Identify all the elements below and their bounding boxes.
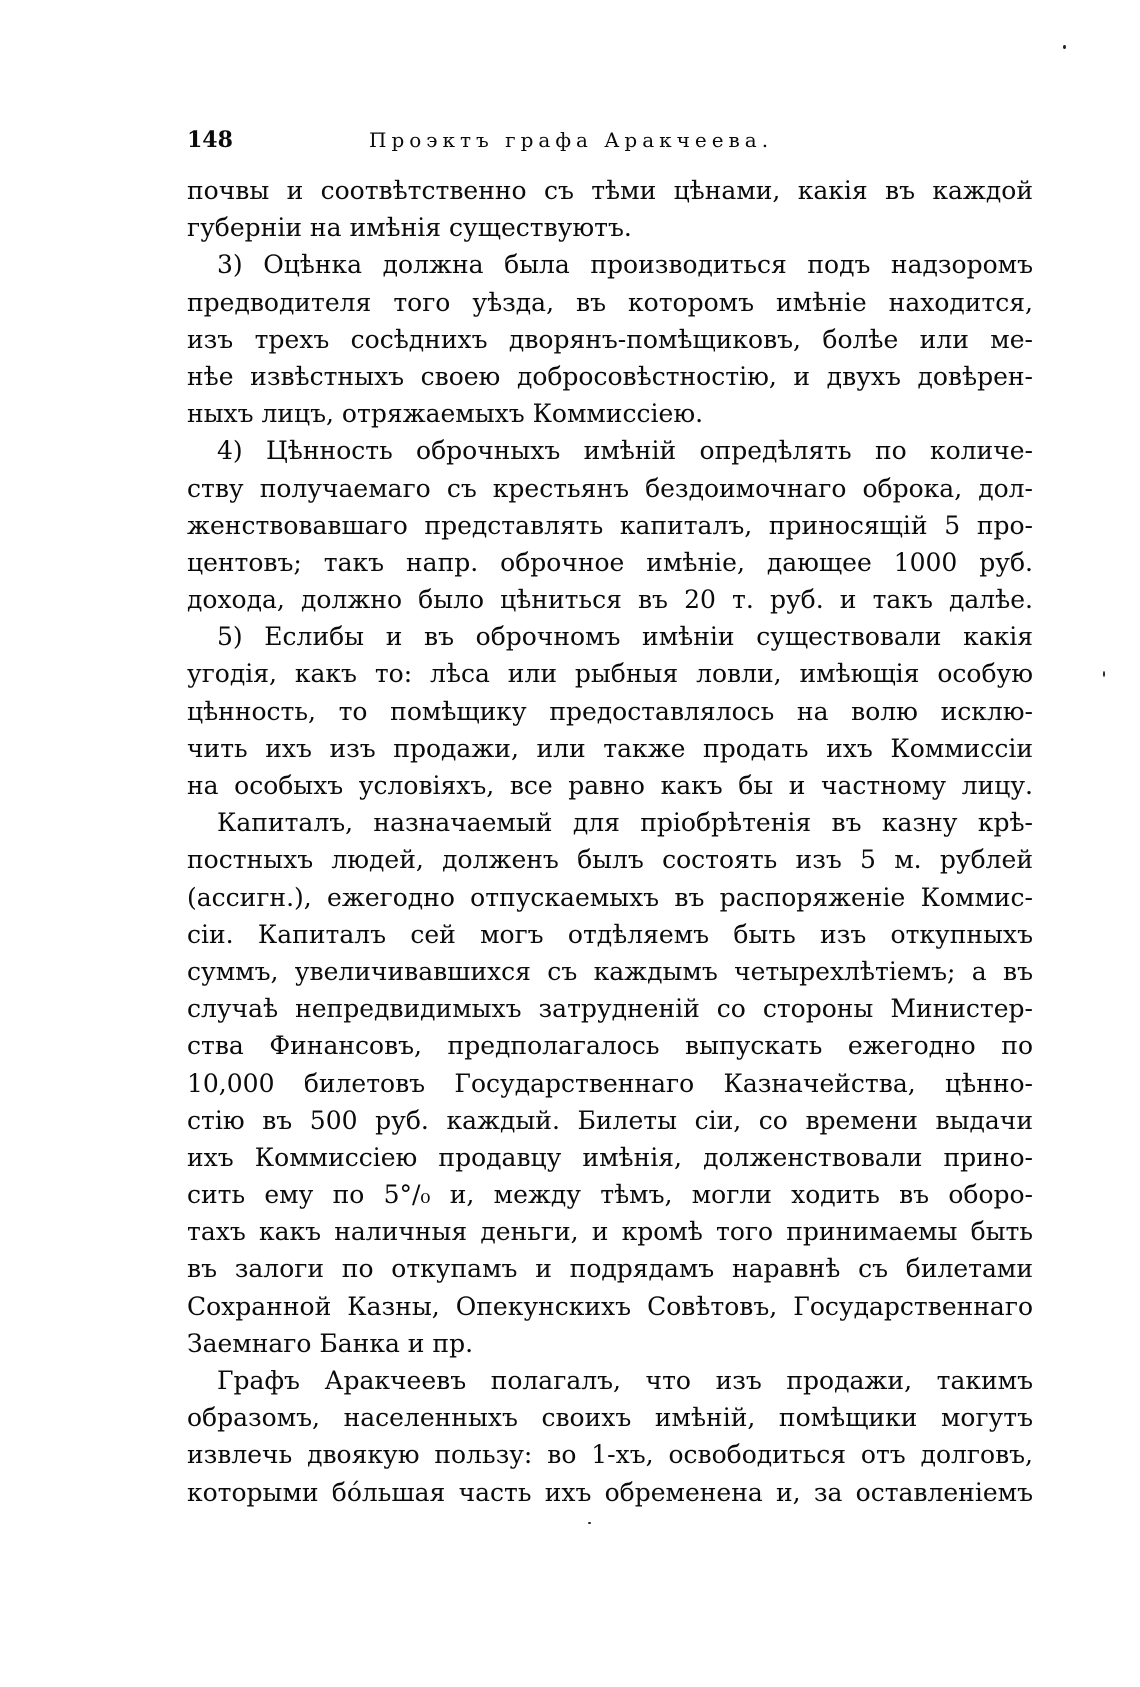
text-line: угодія, какъ то: лѣса или рыбныя ловли, имѣющія особую [187,659,1033,689]
text-line: ихъ Коммиссіею продавцу имѣнія, долженствовали прино- [187,1142,1033,1172]
text-line: сить ему по 5°/₀ и, между тѣмъ, могли ходить въ оборо- [187,1180,1033,1210]
text-line: центовъ; такъ напр. оброчное имѣніе, дающее 1000 руб. [187,547,1033,577]
paper-speck [1103,671,1105,677]
paragraph-start-line: Графъ Аракчеевъ полагалъ, что изъ продажи, такимъ [217,1366,1033,1395]
text-line: которыми бóльшая часть ихъ обременена и, за оставленіемъ [187,1477,1033,1507]
paper-speck [1063,45,1066,49]
page-number: 148 [187,127,233,153]
text-line: почвы и соотвѣтственно съ тѣми цѣнами, какія въ каждой [187,176,1033,205]
text-line: губерніи на имѣнія существуютъ. [187,213,632,243]
text-line: суммъ, увеличивавшихся съ каждымъ четырехлѣтіемъ; а въ [187,956,1033,986]
text-line: ныхъ лицъ, отряжаемыхъ Коммиссіею. [187,399,704,429]
text-line: въ залоги по откупамъ и подрядамъ наравнѣ съ билетами [187,1254,1033,1284]
text-line: 10,000 билетовъ Государственнаго Казначейства, цѣнно- [187,1068,1033,1098]
page-header [187,122,1033,158]
text-line: ству получаемаго съ крестьянъ бездоимочнаго оброка, дол- [187,473,1033,503]
text-line: постныхъ людей, долженъ былъ состоять изъ 5 м. рублей [187,845,1033,875]
text-line: дохода, должно было цѣниться въ 20 т. руб. и такъ далѣе. [187,585,1033,615]
text-line: (ассигн.), ежегодно отпускаемыхъ въ распоряженіе Коммис- [187,882,1033,912]
text-line: женствовавшаго представлять капиталъ, приносящій 5 про- [187,510,1033,540]
paper-speck [588,1522,591,1524]
text-line: изъ трехъ сосѣднихъ дворянъ-помѣщиковъ, болѣе или ме- [187,324,1033,354]
text-line: предводителя того уѣзда, въ которомъ имѣніе находится, [187,287,1033,317]
paragraph-start-line: 3) Оцѣнка должна была производиться подъ надзоромъ [217,250,1033,280]
text-line: стію въ 500 руб. каждый. Билеты сіи, со времени выдачи [187,1105,1033,1135]
text-line: случаѣ непредвидимыхъ затрудненій со стороны Министер- [187,994,1033,1024]
text-line: ства Финансовъ, предполагалось выпускать ежегодно по [187,1031,1033,1061]
paragraph-start-line: 5) Еслибы и въ оброчномъ имѣніи существовали какія [217,622,1033,652]
body-text [187,172,1033,1511]
text-line: Заемнаго Банка и пр. [187,1328,474,1358]
text-line: сіи. Капиталъ сей могъ отдѣляемъ быть изъ откупныхъ [187,919,1033,949]
text-line: на особыхъ условіяхъ, все равно какъ бы и частному лицу. [187,771,1033,800]
text-line: чить ихъ изъ продажи, или также продать ихъ Коммиссіи [187,733,1033,763]
text-line: извлечь двоякую пользу: во 1-хъ, освободиться отъ долговъ, [187,1440,1033,1470]
text-line: нѣе извѣстныхъ своею добросовѣстностію, и двухъ довѣрен- [187,361,1033,391]
paragraph-start-line: Капиталъ, назначаемый для пріобрѣтенія въ казну крѣ- [217,808,1033,838]
text-line: тахъ какъ наличныя деньги, и кромѣ того принимаемы быть [187,1217,1033,1247]
text-line: цѣнность, то помѣщику предоставлялось на волю исклю- [187,696,1033,726]
text-line: Сохранной Казны, Опекунскихъ Совѣтовъ, Государственнаго [187,1291,1033,1321]
paragraph-start-line: 4) Цѣнность оброчныхъ имѣній опредѣлять по количе- [217,436,1033,466]
running-title: Проэктъ графа Аракчеева. [369,128,774,152]
text-line: образомъ, населенныхъ своихъ имѣній, помѣщики могутъ [187,1403,1033,1433]
